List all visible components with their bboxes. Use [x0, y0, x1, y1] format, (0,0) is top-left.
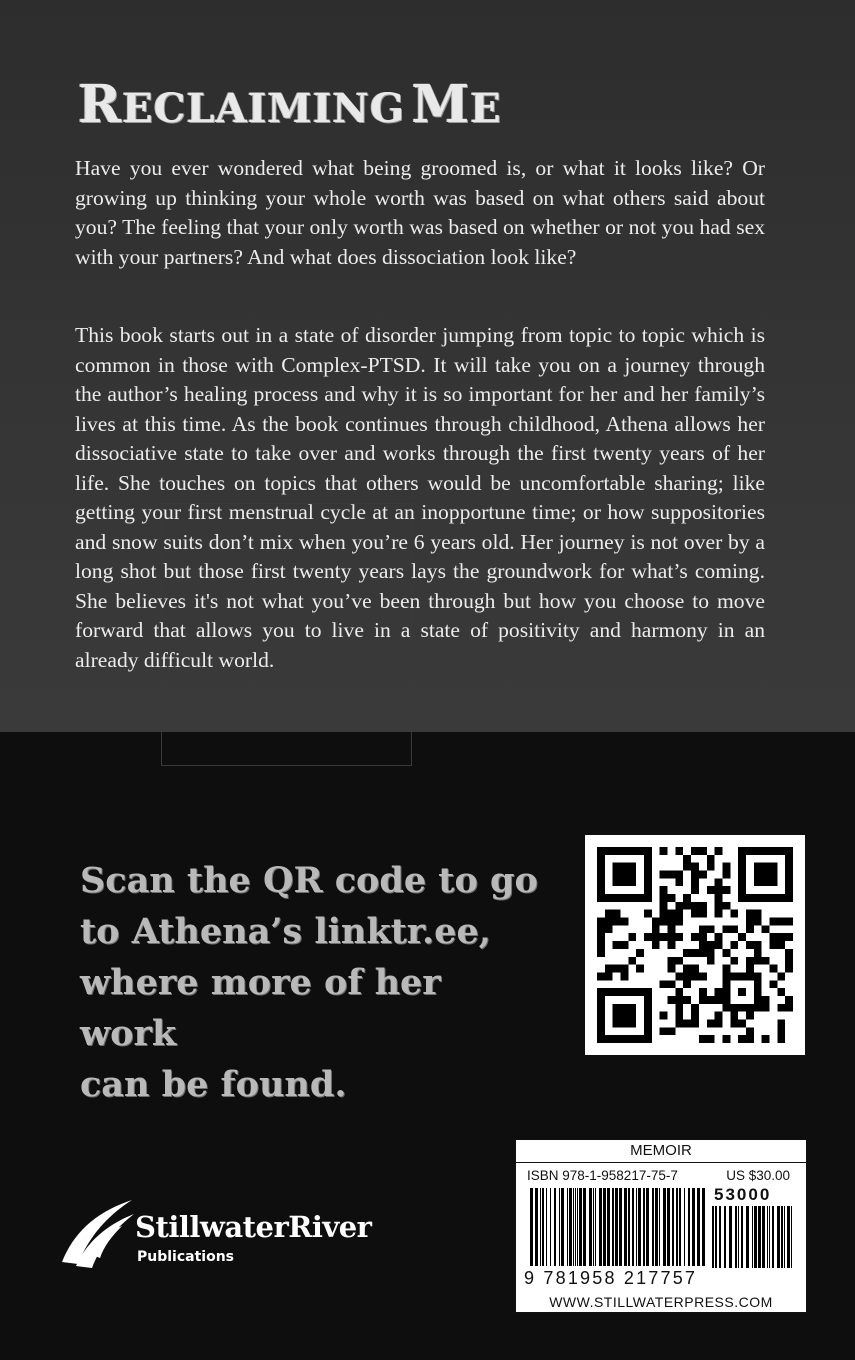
qr-code[interactable]: [585, 835, 805, 1055]
barcode-digits: 9 781958 217757: [524, 1268, 698, 1288]
genre-label: MEMOIR: [630, 1142, 692, 1159]
blurb-paragraph-1: Have you ever wondered what being groomed is, or what it looks like? Or growing up thinking your whole worth was based on what others said about you? The feeling that your only worth was based on whether or not you had sex with your partners? And what does dissociation look like?: [75, 156, 765, 269]
publisher-subtitle: Publications: [137, 1249, 235, 1265]
addon-barcode-bars: [712, 1206, 794, 1270]
river-swoosh-icon: [56, 1192, 136, 1272]
barcode-bars: [530, 1188, 706, 1270]
publisher-url: WWW.STILLWATERPRESS.COM: [549, 1294, 773, 1310]
isbn-text: ISBN 978-1-958217-75-7: [527, 1168, 678, 1183]
qr-instructions: Scan the QR code to go to Athena’s linktr.ee, where more of her work can be found.: [80, 860, 538, 1105]
publisher-name: StillwaterRiver: [135, 1210, 372, 1244]
publisher-logo: [56, 1192, 396, 1272]
isbn-barcode-label: [515, 1139, 807, 1313]
addon-code: 53000: [714, 1185, 772, 1204]
blurb-paragraph-2: This book starts out in a state of disorder jumping from topic to topic which is common in those with Complex-PTSD. It will take you on a journey through the author’s healing process and why it is so important for her and her family’s lives at this time. As the book continues through childhood, Athena allows her dissociative state to take over and works through the first twenty years of her life. She touches on topics that others would be uncomfortable sharing; like getting your first menstrual cycle at an inopportune time; or how suppositories and snow suits don’t mix when you’re 6 years old. Her journey is not over by a long shot but those first twenty years lays the groundwork for what’s coming. She believes it's not what you’ve been through but how you choose to move forward that allows you to live in a state of positivity and harmony in an already difficult world.: [75, 323, 765, 672]
book-title: RECLAIMING ME: [78, 74, 502, 135]
price-text: US $30.00: [726, 1168, 790, 1183]
